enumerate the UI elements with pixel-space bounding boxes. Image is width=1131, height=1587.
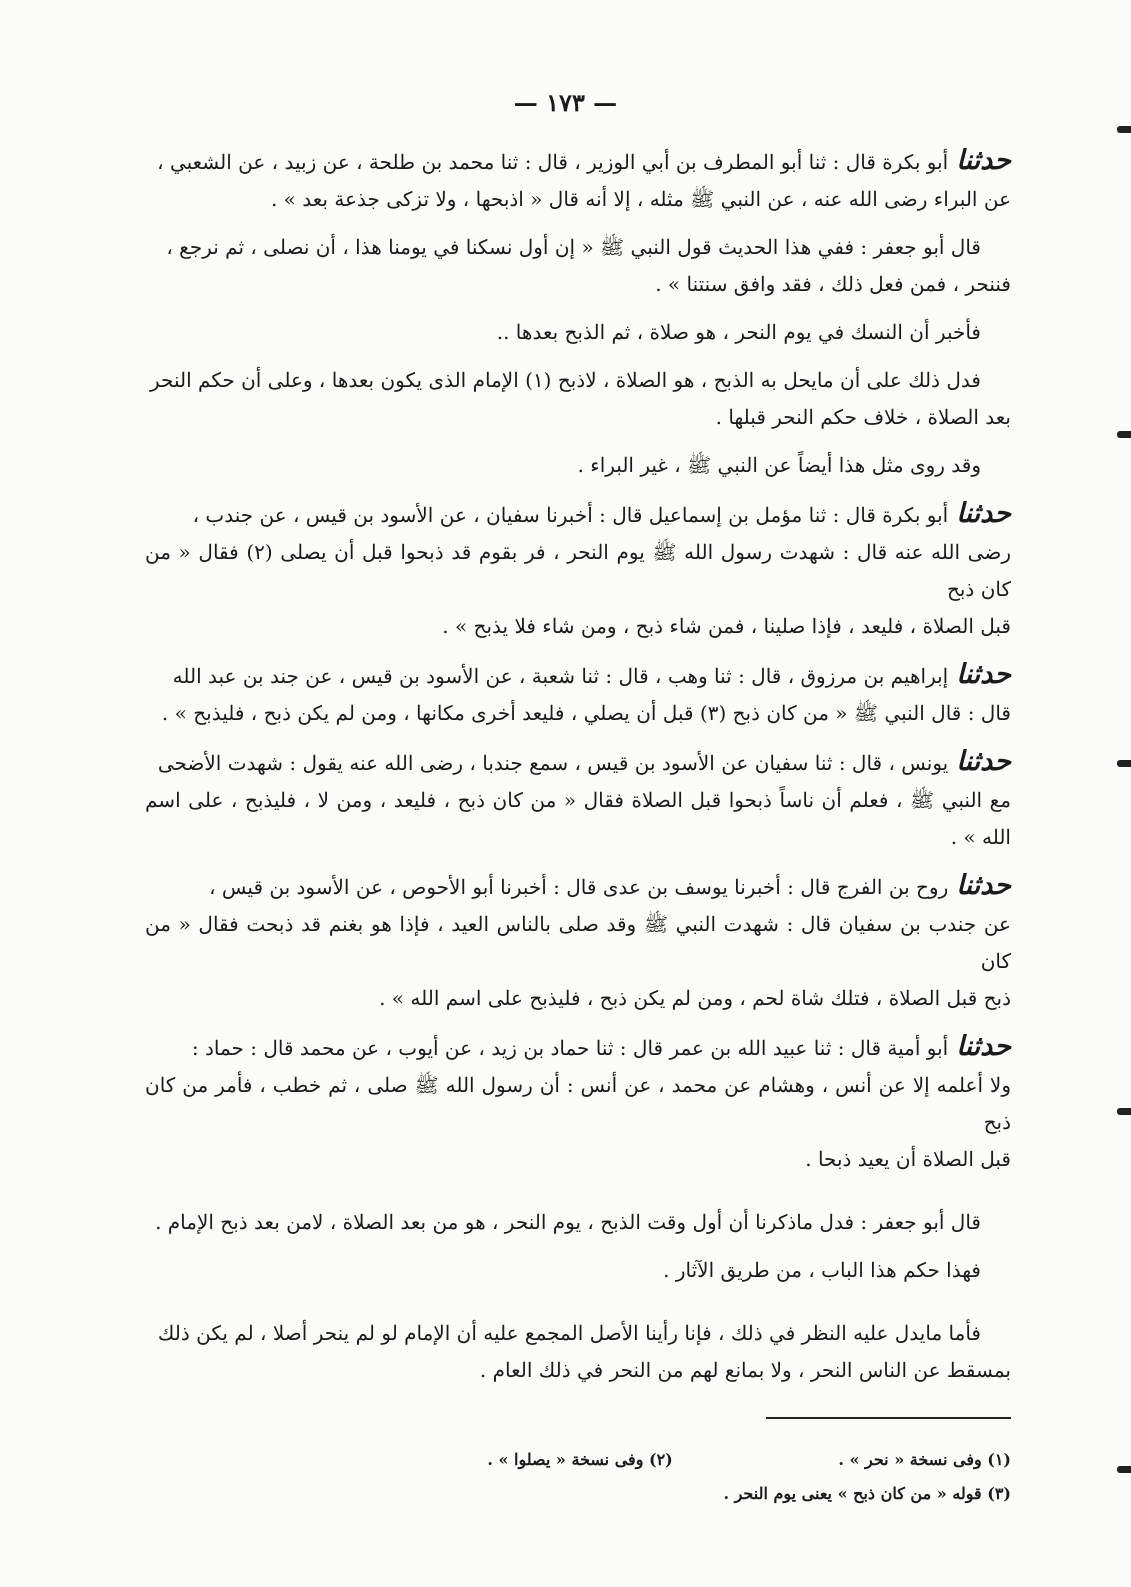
line-text: فدل ذلك على أن مايحل به الذبح ، هو الصلاة ، لاذبح (١) الإمام الذى يكون بعدها ، وعلى أن حكم النحر	[150, 368, 981, 392]
text-line	[145, 1315, 1011, 1352]
edge-mark	[1117, 431, 1131, 438]
text-line	[145, 362, 1011, 399]
line-text: فأما مايدل عليه النظر في ذلك ، فإنا رأينا الأصل المجمع عليه أن الإمام لو لم ينحر أصلا ، لم يكن ذلك	[157, 1321, 981, 1345]
line-text: فهذا حكم هذا الباب ، من طريق الآثار .	[663, 1258, 981, 1282]
text-line	[145, 1252, 1011, 1289]
text-line	[145, 229, 1011, 266]
paragraph	[145, 362, 1011, 436]
hadith-paragraph	[145, 867, 1011, 1017]
line-text: يونس ، قال : ثنا سفيان عن الأسود بن قيس ، سمع جندبا ، رضى الله عنه يقول : شهدت الأضحى	[157, 751, 949, 775]
edge-mark	[1117, 1108, 1131, 1115]
text-line	[145, 314, 1011, 351]
line-text: فأخبر أن النسك في يوم النحر ، هو صلاة ، ثم الذبح بعدها ..	[496, 320, 981, 344]
line-text: قال : قال النبي ﷺ « من كان ذبح (٣) قبل أن يصلي ، فليعد أخرى مكانها ، ومن لم يكن ذبح ، فليذبح » .	[161, 701, 1011, 725]
edge-mark	[1117, 126, 1131, 133]
hadith-paragraph	[145, 142, 1011, 218]
text-line	[145, 867, 1011, 906]
haddathana-keyword: حدثنا	[956, 1031, 1011, 1062]
text-line	[145, 142, 1011, 181]
line-text: فننحر ، فمن فعل ذلك ، فقد وافق سنتنا » .	[655, 272, 1011, 296]
text-line	[145, 534, 1011, 608]
text-line	[145, 181, 1011, 218]
edge-mark	[1117, 760, 1131, 767]
text-line	[145, 782, 1011, 856]
text-line	[145, 1352, 1011, 1389]
hadith-paragraph	[145, 656, 1011, 732]
haddathana-keyword: حدثنا	[956, 746, 1011, 777]
page-number: — ١٧٣ —	[513, 88, 618, 117]
text-line	[145, 743, 1011, 782]
edge-mark	[1117, 1466, 1131, 1473]
haddathana-keyword: حدثنا	[956, 870, 1011, 901]
line-text: بعد الصلاة ، خلاف حكم النحر قبلها .	[715, 405, 1011, 429]
text-line	[145, 1204, 1011, 1241]
footnote-separator	[766, 1417, 1011, 1419]
text-line	[145, 695, 1011, 732]
hadith-paragraph	[145, 743, 1011, 856]
line-text: إبراهيم بن مرزوق ، قال : ثنا وهب ، قال : ثنا شعبة ، عن الأسود بن قيس ، عن جند بن عبد الله	[172, 664, 949, 688]
paragraph	[145, 229, 1011, 303]
line-text: قال أبو جعفر : ففي هذا الحديث قول النبي ﷺ « إن أول نسكنا في يومنا هذا ، أن نصلى ، ثم نرجع ،	[166, 235, 981, 259]
line-text: رضى الله عنه قال : شهدت رسول الله ﷺ يوم النحر ، فر بقوم قد ذبحوا قبل أن يصلى (٢) فقال « من كان ذبح	[145, 540, 1011, 601]
text-line	[145, 608, 1011, 645]
footnote-2: (٢) وفى نسخة « يصلوا » .	[487, 1450, 673, 1469]
paragraph	[145, 1252, 1011, 1289]
main-text	[145, 142, 1011, 1389]
text-line	[145, 1067, 1011, 1141]
hadith-paragraph	[145, 495, 1011, 645]
line-text: أبو بكرة قال : ثنا أبو المطرف بن أبي الوزير ، قال : ثنا محمد بن طلحة ، عن زبيد ، عن الشعبي ،	[157, 150, 949, 174]
text-line	[145, 906, 1011, 980]
line-text: مع النبي ﷺ ، فعلم أن ناساً ذبحوا قبل الصلاة فقال « من كان ذبح ، فليعد ، ومن لا ، فليذبح ، على اسم الله » .	[145, 788, 1011, 849]
haddathana-keyword: حدثنا	[956, 498, 1011, 529]
paragraph	[145, 447, 1011, 484]
line-text: قبل الصلاة أن يعيد ذبحا .	[805, 1147, 1011, 1171]
haddathana-keyword: حدثنا	[956, 659, 1011, 690]
footnotes	[145, 1443, 1011, 1511]
paragraph	[145, 1315, 1011, 1389]
line-text: عن البراء رضى الله عنه ، عن النبي ﷺ مثله ، إلا أنه قال « اذبحها ، ولا تزكى جذعة بعد » .	[270, 187, 1011, 211]
text-line	[145, 399, 1011, 436]
line-text: قبل الصلاة ، فليعد ، فإذا صلينا ، فمن شاء ذبح ، ومن شاء فلا يذبح » .	[442, 614, 1011, 638]
text-line	[145, 1028, 1011, 1067]
hadith-paragraph	[145, 1028, 1011, 1178]
line-text: قال أبو جعفر : فدل ماذكرنا أن أول وقت الذبح ، يوم النحر ، هو من بعد الصلاة ، لامن بعد ذبح الإمام .	[155, 1210, 981, 1234]
haddathana-keyword: حدثنا	[956, 145, 1011, 176]
text-line	[145, 1141, 1011, 1178]
text-line	[145, 495, 1011, 534]
footnote-1: (١) وفى نسخة « نحر » .	[838, 1450, 1011, 1469]
line-text: أبو أمية قال : ثنا عبيد الله بن عمر قال : ثنا حماد بن زيد ، عن أيوب ، عن محمد قال : حماد :	[191, 1036, 949, 1060]
paragraph	[145, 314, 1011, 351]
text-line	[145, 266, 1011, 303]
line-text: أبو بكرة قال : ثنا مؤمل بن إسماعيل قال : أخبرنا سفيان ، عن الأسود بن قيس ، عن جندب ،	[192, 503, 949, 527]
line-text: عن جندب بن سفيان قال : شهدت النبي ﷺ وقد صلى بالناس العيد ، فإذا هو بغنم قد ذبحت فقال « من كان	[145, 912, 1011, 973]
paragraph	[145, 1204, 1011, 1241]
line-text: وقد روى مثل هذا أيضاً عن النبي ﷺ ، غير البراء .	[577, 453, 981, 477]
line-text: ذبح قبل الصلاة ، فتلك شاة لحم ، ومن لم يكن ذبح ، فليذبح على اسم الله » .	[379, 986, 1011, 1010]
line-text: روح بن الفرج قال : أخبرنا يوسف بن عدى قال : أخبرنا أبو الأحوص ، عن الأسود بن قيس ،	[209, 875, 949, 899]
footnote-row-1	[145, 1443, 1011, 1477]
text-line	[145, 980, 1011, 1017]
footnote-3: (٣) قوله « من كان ذبح » يعنى يوم النحر .	[723, 1484, 1011, 1503]
line-text: ولا أعلمه إلا عن أنس ، وهشام عن محمد ، عن أنس : أن رسول الله ﷺ صلى ، ثم خطب ، فأمر من كان ذبح	[145, 1073, 1011, 1134]
text-line	[145, 656, 1011, 695]
line-text: بمسقط عن الناس النحر ، ولا بمانع لهم من النحر في ذلك العام .	[479, 1358, 1011, 1382]
text-line	[145, 447, 1011, 484]
